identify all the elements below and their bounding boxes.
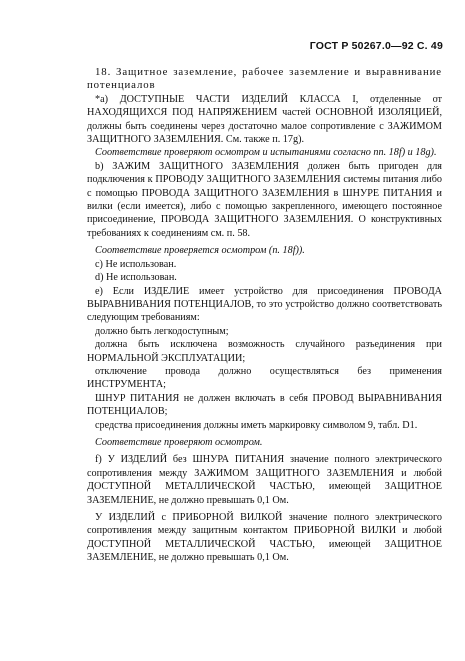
clause-c: c) Не использован.	[95, 258, 177, 270]
requirement-2: должна быть исключена возможность случайного разъединения при НОРМАЛЬНОЙ ЭКСПЛУАТАЦИИ;	[87, 339, 442, 364]
clause-d: d) Не использован.	[95, 272, 177, 284]
compliance-b: Соответствие проверяется осмотром (п. 18f)).	[95, 245, 305, 257]
requirement-4: ШНУР ПИТАНИЯ не должен включать в себя ПРОВОД ВЫРАВНИВАНИЯ ПОТЕНЦИАЛОВ;	[87, 392, 442, 418]
clause-a: *а) ДОСТУПНЫЕ ЧАСТИ ИЗДЕЛИЙ КЛАССА I, отделенные от НАХОДЯЩИХСЯ ПОД НАПРЯЖЕНИЕМ частей ОСНОВНОЙ ИЗОЛЯЦИЕЙ, должны быть соединены через достаточно малое сопротивление с ЗАЖИМОМ ЗАЩИТНОГО ЗАЗЕМЛЕНИЯ. См. также п. 17g).	[87, 93, 442, 146]
page-header: ГОСТ Р 50267.0—92 С. 49	[309, 40, 443, 52]
clause-b: b) ЗАЖИМ ЗАЩИТНОГО ЗАЗЕМЛЕНИЯ должен быть пригоден для подключения к ПРОВОДУ ЗАЩИТНОГО ЗАЗЕМЛЕНИЯ системы питания либо с помощью ПРОВОДА ЗАЩИТНОГО ЗАЗЕМЛЕНИЯ в ШНУРЕ ПИТАНИЯ и вилки (если имеется), либо с помощью закрепленного, имеющего постоянное присоединение, ПРОВОДА ЗАЩИТНОГО ЗАЗЕМЛЕНИЯ. О конструктивных требованиях к соединениям см. п. 58.	[87, 160, 442, 239]
clause-f-appliance-inlet: У ИЗДЕЛИЙ с ПРИБОРНОЙ ВИЛКОЙ значение полного электрического сопротивления между защитным контактом ПРИБОРНОЙ ВИЛКИ и любой ДОСТУПНОЙ МЕТАЛЛИЧЕСКОЙ ЧАСТЬЮ, имеющей ЗАЩИТНОЕ ЗАЗЕМЛЕНИЕ, не должно превышать 0,1 Ом.	[87, 512, 442, 564]
compliance-e: Соответствие проверяют осмотром.	[95, 436, 263, 448]
compliance-a: Соответствие проверяют осмотром и испытаниями согласно пп. 18f) и 18g).	[95, 147, 437, 159]
clause-e: e) Если ИЗДЕЛИЕ имеет устройство для присоединения ПРОВОДА ВЫРАВНИВАНИЯ ПОТЕНЦИАЛОВ, то это устройство должно соответствовать следующим требованиям:	[87, 285, 442, 324]
requirement-1: должно быть легкодоступным;	[95, 325, 229, 337]
requirement-5: средства присоединения должны иметь маркировку символом 9, табл. D1.	[95, 419, 418, 431]
clause-f: f) У ИЗДЕЛИЙ без ШНУРА ПИТАНИЯ значение полного электрического сопротивления между ЗАЖИМОМ ЗАЩИТНОГО ЗАЗЕМЛЕНИЯ и любой ДОСТУПНОЙ МЕТАЛЛИЧЕСКОЙ ЧАСТЬЮ, имеющей ЗАЩИТНОЕ ЗАЗЕМЛЕНИЕ, не должно превышать 0,1 Ом.	[87, 454, 442, 506]
requirement-3: отключение провода должно осуществляться без применения ИНСТРУМЕНТА;	[87, 365, 442, 391]
document-body	[87, 66, 442, 565]
section-heading: 18. Защитное заземление, рабочее заземление и выравнивание потенциалов	[87, 66, 442, 92]
